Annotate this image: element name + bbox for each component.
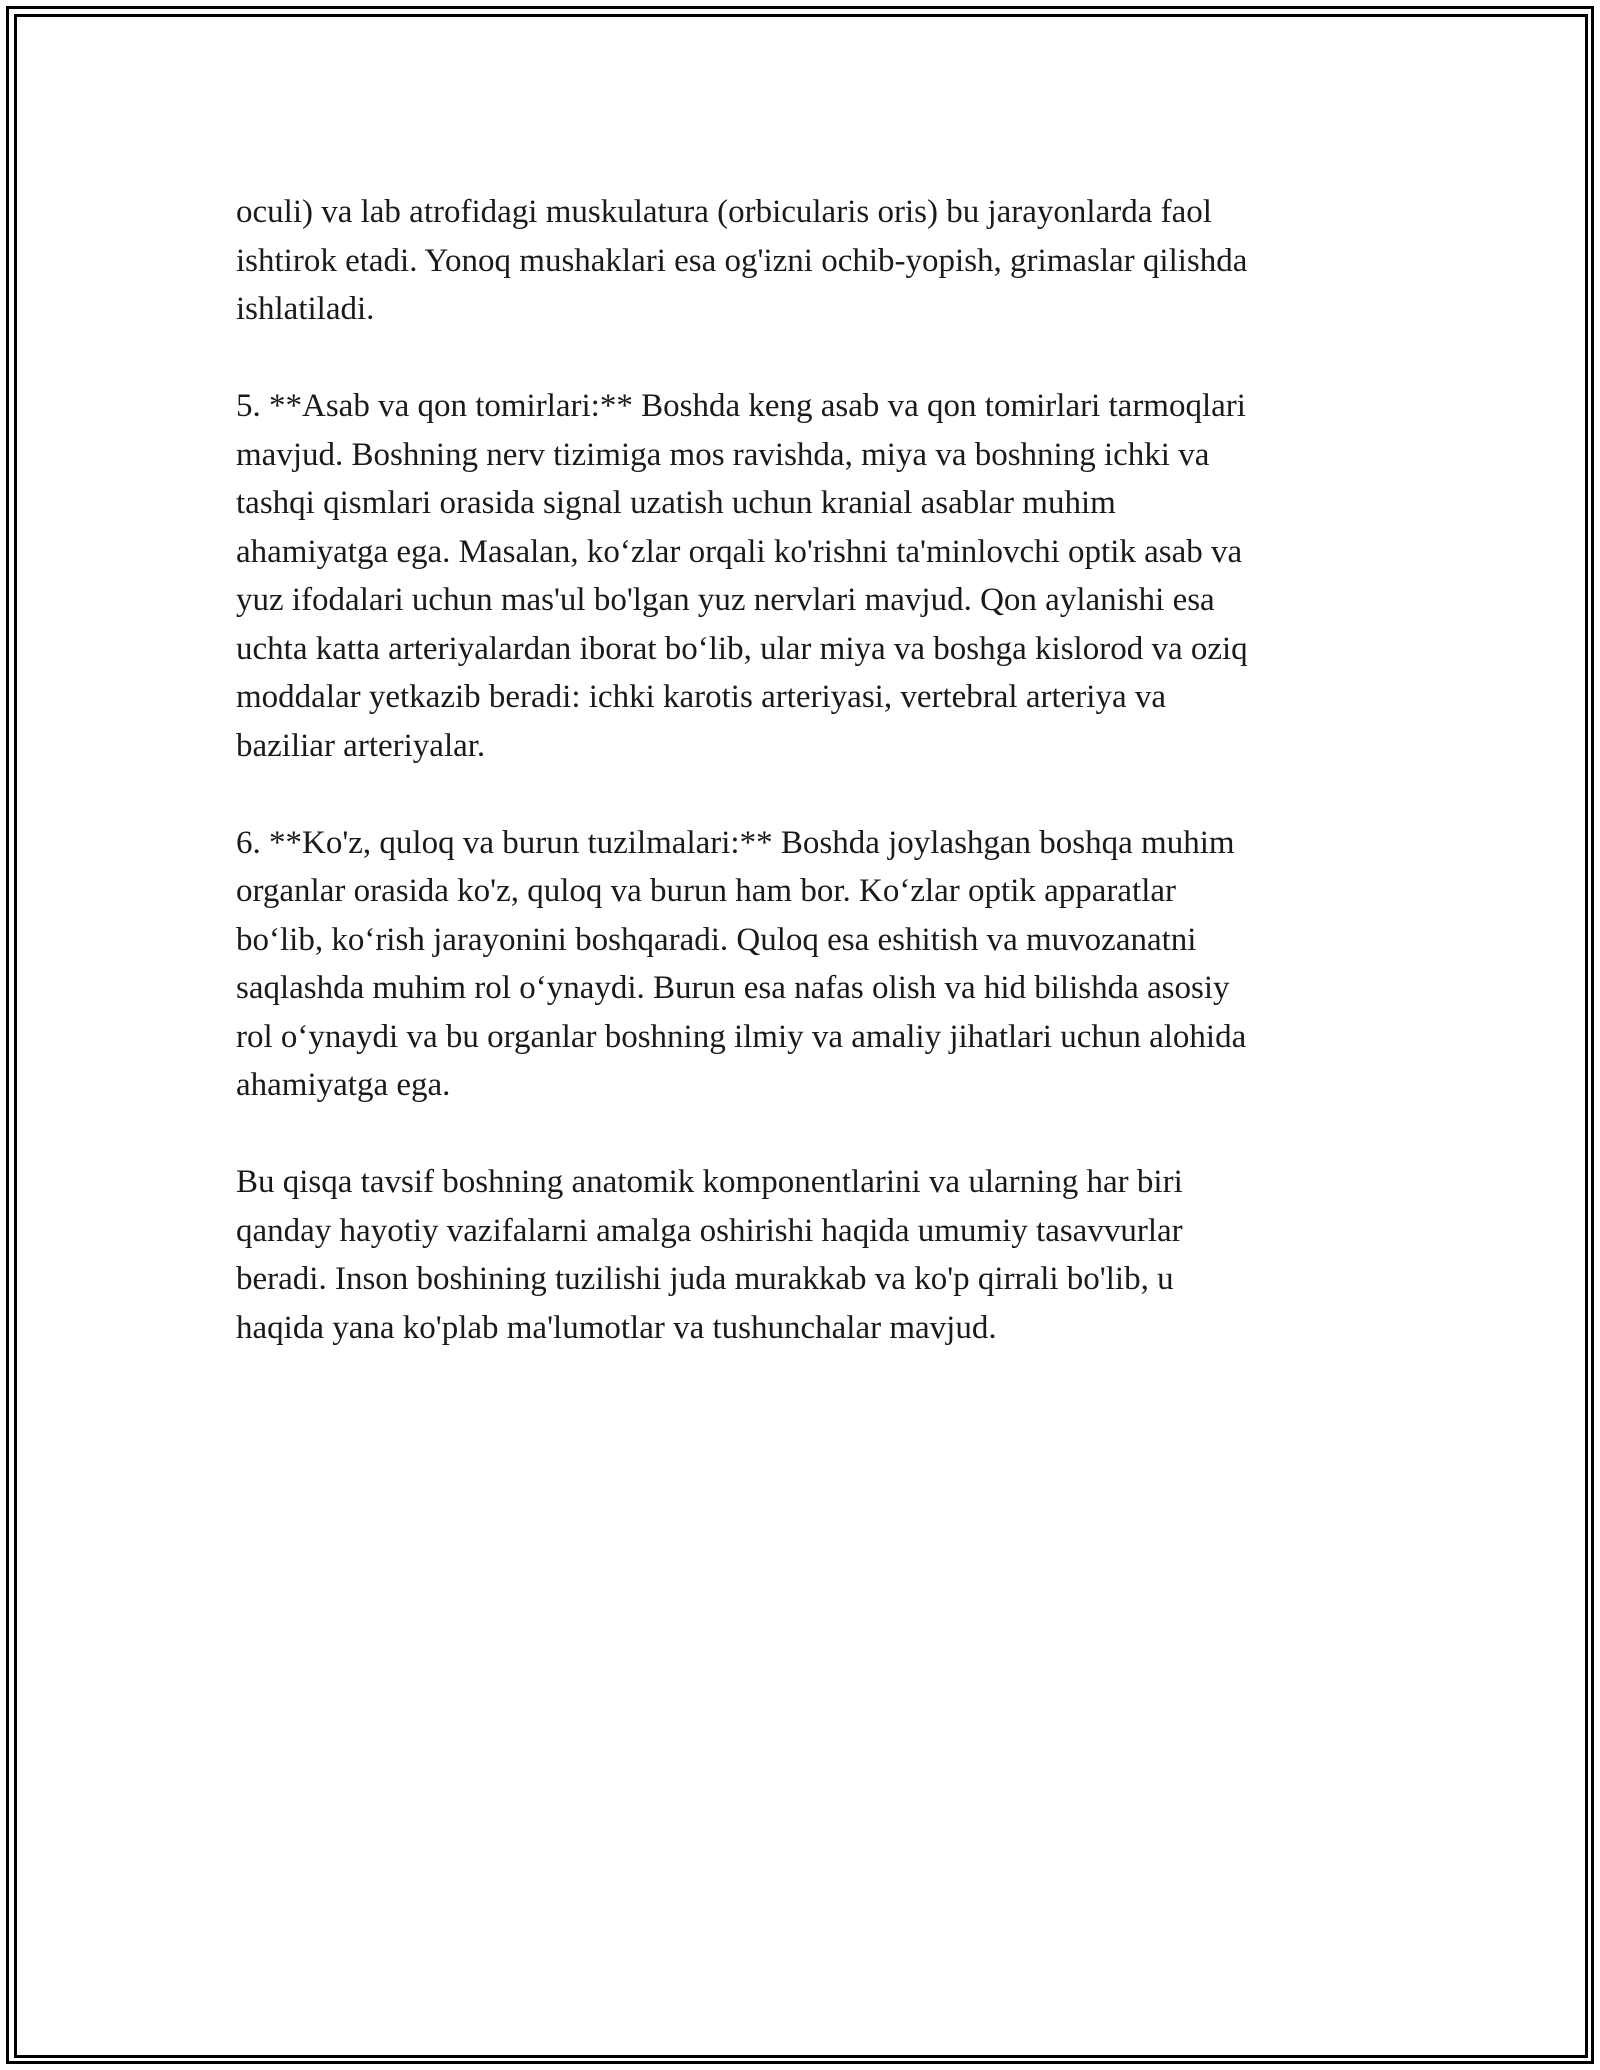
paragraph-nerves-and-vessels: 5. **Asab va qon tomirlari:** Boshda keng asab va qon tomirlari tarmoqlari mavjud. Boshning nerv tizimiga mos ravishda, miya va boshning ichki va tashqi qismlari orasida signal uzatish uchun kranial asablar muhim ahamiyatga ega. Masalan, ko‘zlar orqali ko'rishni ta'minlovchi optik asab va yuz ifodalari uchun mas'ul bo'lgan yuz nervlari mavjud. Qon aylanishi esa uchta katta arteriyalardan iborat bo‘lib, ular miya va boshga kislorod va oziq moddalar yetkazib beradi: ichki karotis arteriyasi, vertebral arteriya va baziliar arteriyalar. bbox=[236, 388, 1248, 764]
document-body bbox=[236, 188, 1386, 1401]
paragraph-eye-ear-nose: 6. **Ko'z, quloq va burun tuzilmalari:** Boshda joylashgan boshqa muhim organlar orasida ko'z, quloq va burun ham bor. Ko‘zlar optik apparatlar bo‘lib, ko‘rish jarayonini boshqaradi. Quloq esa eshitish va muvozanatni saqlashda muhim rol o‘ynaydi. Burun esa nafas olish va hid bilishda asosiy rol o‘ynaydi va bu organlar boshning ilmiy va amaliy jihatlari uchun alohida ahamiyatga ega. bbox=[236, 824, 1247, 1103]
paragraph-muscles-continued: oculi) va lab atrofidagi muskulatura (orbicularis oris) bu jarayonlarda faol ishtirok etadi. Yonoq mushaklari esa og'izni ochib-yopish, grimaslar qilishda ishlatiladi. bbox=[236, 194, 1248, 327]
paragraph-conclusion: Bu qisqa tavsif boshning anatomik komponentlarini va ularning har biri qanday hayotiy vazifalarni amalga oshirishi haqida umumiy tasavvurlar beradi. Inson boshining tuzilishi juda murakkab va ko'p qirrali bo'lib, u haqida yana ko'plab ma'lumotlar va tushunchalar mavjud. bbox=[236, 1164, 1183, 1346]
